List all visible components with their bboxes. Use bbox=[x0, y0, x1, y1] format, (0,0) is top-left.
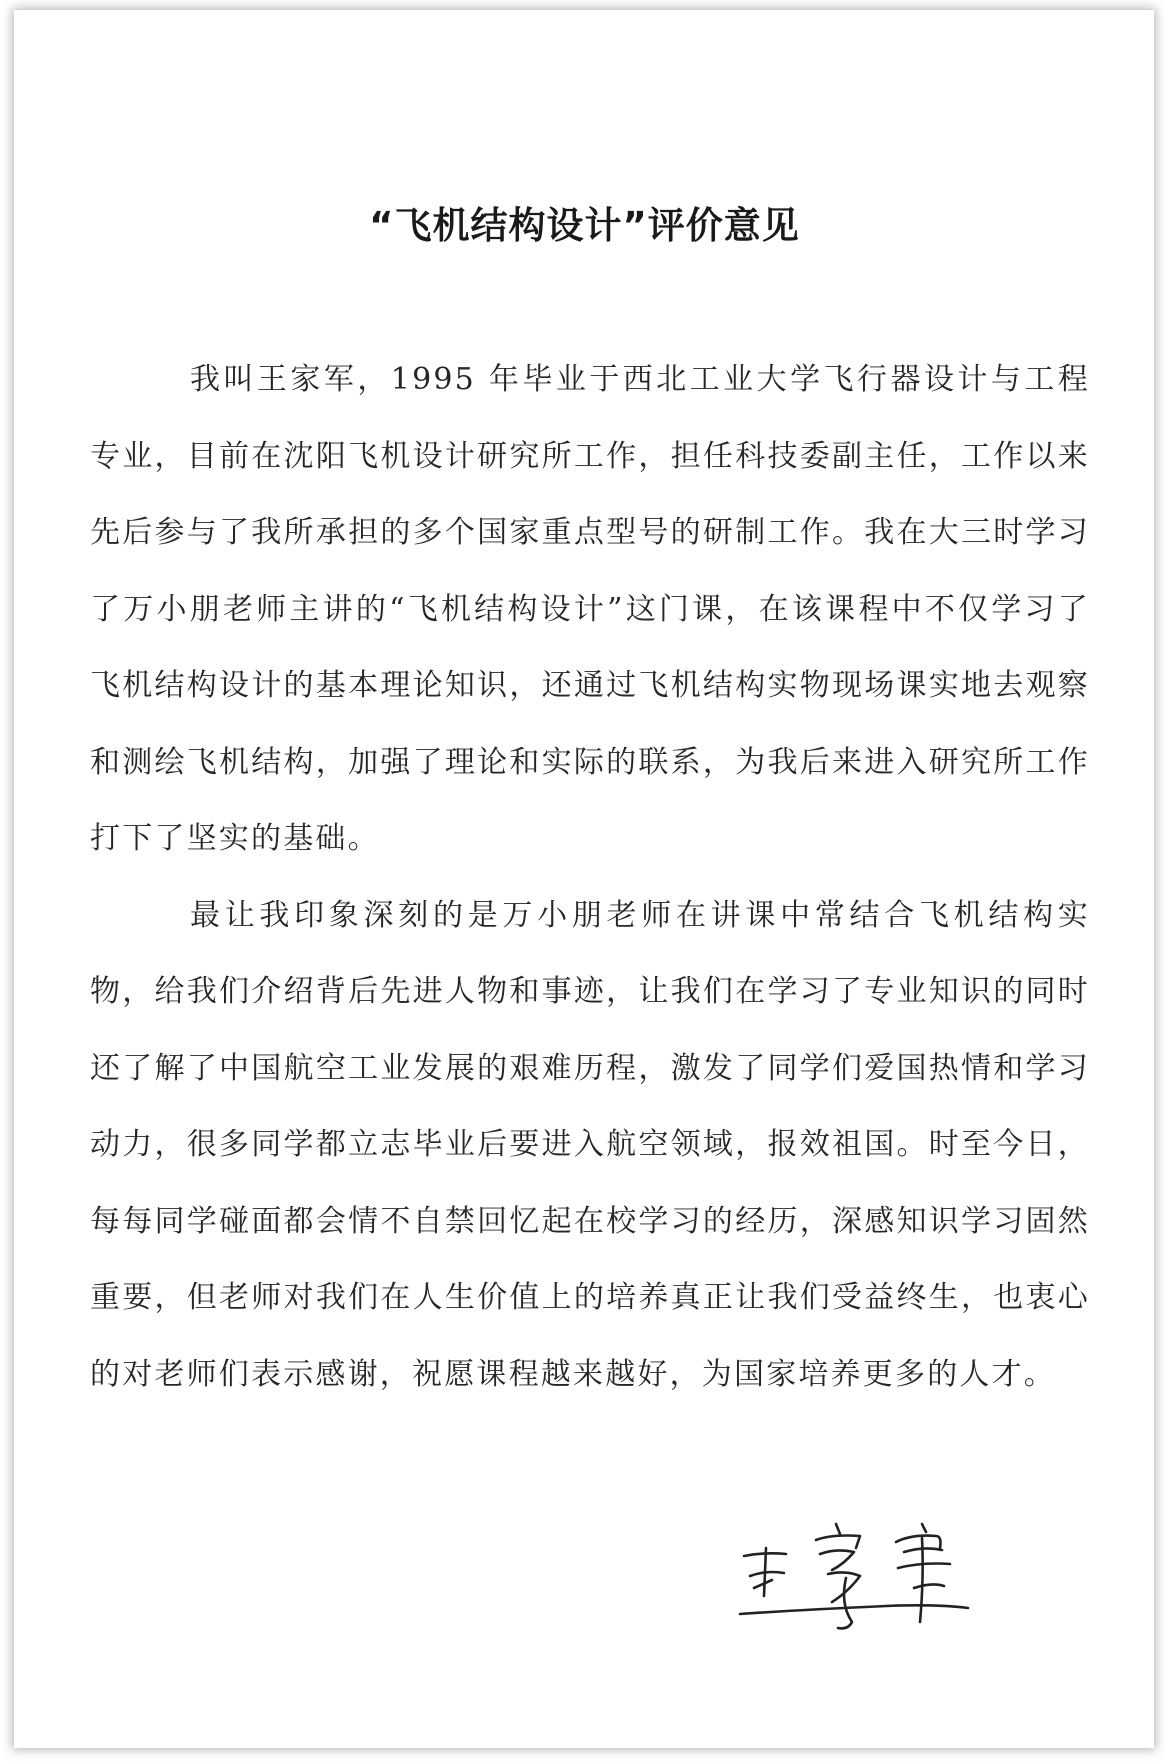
handwritten-signature bbox=[736, 1518, 1016, 1638]
paragraph-2: 最让我印象深刻的是万小朋老师在讲课中常结合飞机结构实物，给我们介绍背后先进人物和事迹，让我们在学习了专业知识的同时还了解了中国航空工业发展的艰难历程，激发了同学们爱国热情和学习动力，很多同学都立志毕业后要进入航空领域，报效祖国。时至今日，每每同学碰面都会情不自禁回忆起在校学习的经历，深感知识学习固然重要，但老师对我们在人生价值上的培养真正让我们受益终生，也衷心的对老师们表示感谢，祝愿课程越来越好，为国家培养更多的人才。 bbox=[90, 897, 1090, 1392]
document-title: “飞机结构设计”评价意见 bbox=[369, 204, 800, 247]
signature-drawing bbox=[736, 1518, 1016, 1638]
document-body bbox=[90, 342, 1090, 1413]
paragraph-1: 我叫王家军，1995 年毕业于西北工业大学飞行器设计与工程专业，目前在沈阳飞机设计研究所工作，担任科技委副主任，工作以来先后参与了我所承担的多个国家重点型号的研制工作。我在大三时学习了万小朋老师主讲的“飞机结构设计”这门课，在该课程中不仅学习了飞机结构设计的基本理论知识，还通过飞机结构实物现场课实地去观察和测绘飞机结构，加强了理论和实际的联系，为我后来进入研究所工作打下了坚实的基础。 bbox=[90, 362, 1090, 856]
